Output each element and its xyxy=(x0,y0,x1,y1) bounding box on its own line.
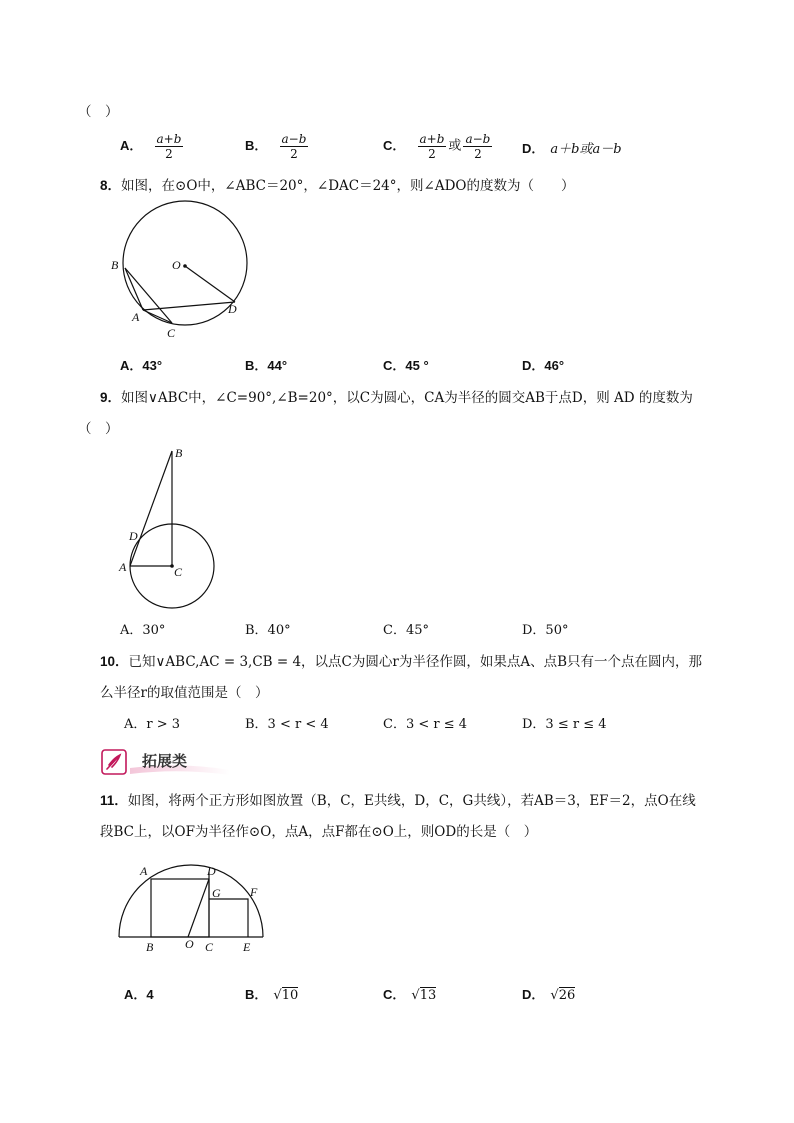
q8-seg-AC xyxy=(143,310,172,323)
q8-label-C: C xyxy=(167,326,176,340)
q9-stem xyxy=(100,389,693,407)
q8-label-A: A xyxy=(132,310,140,324)
q11-label-G: G xyxy=(212,886,221,900)
q11-small-square xyxy=(209,872,249,937)
q9-option-b[interactable]: B．40° xyxy=(245,623,291,638)
q8-stem xyxy=(100,177,574,195)
q11-label-A: A xyxy=(140,864,148,878)
q9-seg-AB xyxy=(130,451,172,566)
q11-figure xyxy=(115,862,275,962)
q11-option-b-label: B． xyxy=(245,987,268,1002)
q7-option-b-label: B． xyxy=(245,138,268,153)
q8-label-B: B xyxy=(111,258,119,272)
q10-text: 已知∨ABC,AC = 3,CB = 4，以点C为圆心r为半径作圆，如果点A、点B只有一个点在圆内，那 xyxy=(128,654,703,670)
q10-option-d[interactable]: D．3 ≤ r ≤ 4 xyxy=(522,717,607,732)
sqrt-icon: √ xyxy=(550,988,559,1003)
q8-option-c[interactable]: C．45 ° xyxy=(383,358,429,373)
q7-option-d[interactable] xyxy=(522,140,622,159)
q11-option-b-radicand: 10 xyxy=(281,988,299,1003)
q11-option-c-label: C． xyxy=(383,987,406,1002)
q11-stem xyxy=(100,792,696,810)
q9-label-D: D xyxy=(129,529,138,543)
q11-option-c-radicand: 13 xyxy=(419,988,437,1003)
q9-label-B: B xyxy=(175,446,183,460)
sqrt-icon: √ xyxy=(411,988,420,1003)
q10-option-b[interactable]: B．3 < r < 4 xyxy=(245,717,329,732)
q7-paren: （ ） xyxy=(78,104,119,120)
q7-option-b-fraction: $\frac{a-b}{2}$ xyxy=(281,132,307,161)
q9-label-A: A xyxy=(119,560,127,574)
q10-option-c[interactable]: C．3 < r ≤ 4 xyxy=(383,717,468,732)
q11-option-b[interactable] xyxy=(245,986,298,1005)
q9-option-d[interactable]: D．50° xyxy=(522,623,569,638)
q7-option-c-fraction-1: $\frac{a+b}{2}$ xyxy=(419,132,445,161)
q8-option-d[interactable]: D．46° xyxy=(522,358,565,373)
q7-option-c-fraction-2: $\frac{a-b}{2}$ xyxy=(465,132,491,161)
q11-option-c[interactable] xyxy=(383,986,436,1005)
q11-label-D: D xyxy=(207,864,216,878)
q8-seg-BA xyxy=(125,268,143,310)
q11-label-B: B xyxy=(146,940,154,954)
q11-option-d[interactable] xyxy=(522,986,575,1005)
q7-option-a-label: A． xyxy=(120,138,143,153)
q7-option-c[interactable] xyxy=(383,132,494,161)
q11-seg-OD xyxy=(188,879,209,937)
q7-option-c-label: C． xyxy=(383,138,406,153)
q11-option-d-label: D． xyxy=(522,987,545,1002)
q9-text: 如图∨ABC中，∠C=90°,∠B=20°，以C为圆心，CA为半径的圆交AB于点D，则 AD 的度数为 xyxy=(121,390,693,406)
q8-figure xyxy=(105,200,255,340)
q7-option-d-text: a＋b或a－b xyxy=(550,142,622,157)
q10-stem xyxy=(100,653,702,671)
q9-option-c[interactable]: C．45° xyxy=(383,623,429,638)
q8-label-O: O xyxy=(172,258,181,272)
q9-number: 9． xyxy=(100,390,122,405)
q9-paren: （ ） xyxy=(78,421,119,437)
q11-big-square xyxy=(151,879,209,937)
q10-option-a[interactable]: A．r > 3 xyxy=(124,717,181,732)
q11-label-E: E xyxy=(243,940,251,954)
q11-small-square-outline xyxy=(209,899,248,937)
q8-number: 8． xyxy=(100,178,122,193)
q11-number: 11． xyxy=(100,793,128,808)
q11-label-O: O xyxy=(185,937,194,951)
q11-label-F: F xyxy=(250,885,258,899)
q8-center-dot xyxy=(183,264,187,268)
q11-option-d-radicand: 26 xyxy=(558,988,576,1003)
q10-stem-2: 么半径r的取值范围是（ ） xyxy=(100,685,269,701)
q9-figure xyxy=(115,445,225,615)
q11-text: 如图，将两个正方形如图放置（B，C，E共线，D，C，G共线），若AB＝3，EF＝2，点O在线 xyxy=(127,793,696,809)
q7-option-a-fraction: $\frac{a+b}{2}$ xyxy=(156,132,182,161)
q7-option-b[interactable] xyxy=(245,132,310,161)
q8-text: 如图，在⊙O中，∠ABC＝20°，∠DAC＝24°，则∠ADO的度数为（ ） xyxy=(121,178,575,194)
q11-option-a[interactable]: A．4 xyxy=(124,987,154,1002)
q7-option-a[interactable] xyxy=(120,132,185,161)
q8-seg-OD xyxy=(185,266,235,302)
q7-option-c-or: 或 xyxy=(448,138,462,154)
q11-label-C: C xyxy=(205,940,214,954)
q9-option-a[interactable]: A．30° xyxy=(120,623,166,638)
section-title: 拓展类 xyxy=(142,752,188,770)
q11-stem-2: 段BC上，以OF为半径作⊙O，点A，点F都在⊙O上，则OD的长是（ ） xyxy=(100,824,538,840)
q8-option-b[interactable]: B．44° xyxy=(245,358,288,373)
q8-option-a[interactable]: A．43° xyxy=(120,358,163,373)
q10-number: 10． xyxy=(100,654,129,669)
q7-option-d-label: D． xyxy=(522,141,545,156)
quill-icon xyxy=(107,755,120,769)
q9-label-C: C xyxy=(174,565,183,579)
q8-label-D: D xyxy=(228,302,237,316)
sqrt-icon: √ xyxy=(273,988,282,1003)
